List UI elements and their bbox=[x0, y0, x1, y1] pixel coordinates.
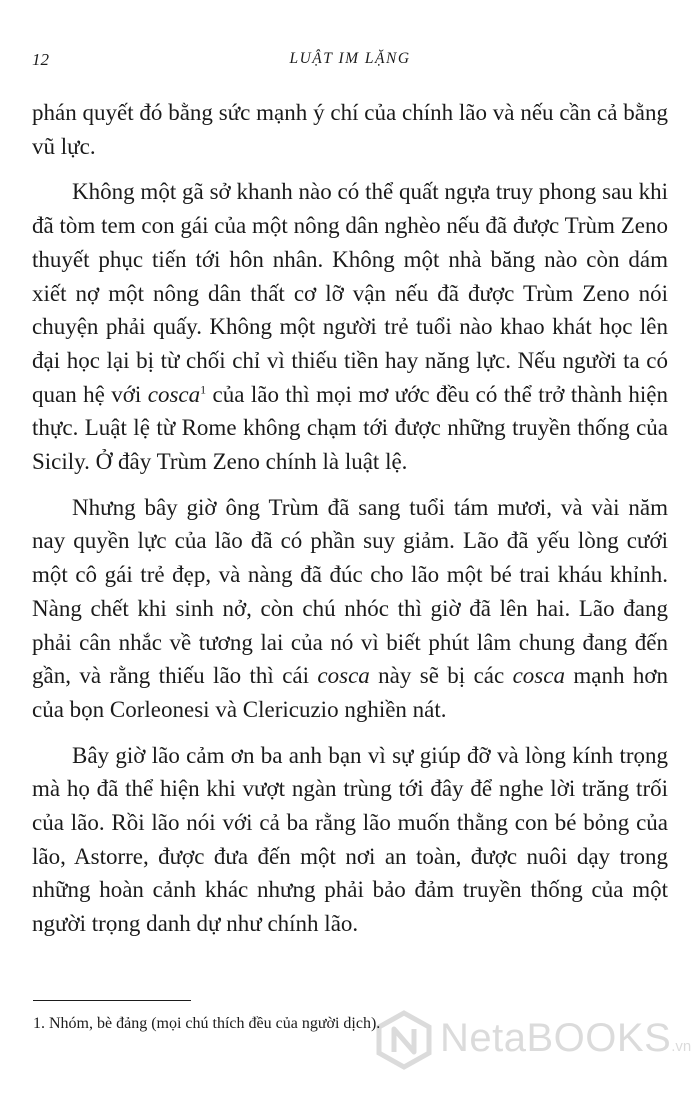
footnote-divider bbox=[33, 1000, 191, 1001]
body-text bbox=[32, 96, 668, 953]
watermark-text: NetaBOOKS.vn bbox=[440, 1016, 692, 1060]
netabooks-logo-icon bbox=[374, 1010, 434, 1070]
italic-term: cosca bbox=[512, 663, 565, 689]
running-title: LUẬT IM LẶNG bbox=[289, 50, 411, 67]
watermark bbox=[374, 1010, 694, 1070]
paragraph-3: Nhưng bây giờ ông Trùm đã sang tuổi tám mươi, và vài năm nay quyền lực của lão đã có phần suy giảm. Lão đã yếu lòng cưới một cô gái trẻ đẹp, và nàng đã đúc cho lão một bé trai kháu khỉnh. Nàng chết khi sinh nở, còn chú nhóc thì giờ đã lên hai. Lão đang phải cân nhắc về tương lai của nó vì biết phút lâm chung đang đến gần, và rằng thiếu lão thì cái cosca này sẽ bị các cosca mạnh hơn của bọn Corleonesi và Clericuzio nghiền nát. bbox=[32, 494, 668, 722]
italic-term: cosca bbox=[147, 381, 201, 407]
paragraph-1: phán quyết đó bằng sức mạnh ý chí của chính lão và nếu cần cả bằng vũ lực. bbox=[32, 100, 668, 159]
page-number: 12 bbox=[32, 50, 49, 69]
paragraph-4: Bây giờ lão cảm ơn ba anh bạn vì sự giúp đỡ và lòng kính trọng mà họ đã thể hiện khi vượt ngàn trùng tới đây để nghe lời trăng trối của lão. Rồi lão nói với cả ba rằng lão muốn thằng con bé bỏng của lão, Astorre, được đưa đến một nơi an toàn, được nuôi dạy trong những hoàn cảnh khác nhưng phải bảo đảm truyền thống của một người trọng danh dự như chính lão. bbox=[32, 742, 668, 937]
footnote: 1. Nhóm, bè đảng (mọi chú thích đều của người dịch). bbox=[33, 1015, 381, 1032]
italic-term: cosca bbox=[317, 663, 370, 689]
paragraph-2: Không một gã sở khanh nào có thể quất ngựa truy phong sau khi đã tòm tem con gái của một nông dân nghèo nếu đã được Trùm Zeno thuyết phục tiến tới hôn nhân. Không một nhà băng nào còn dám xiết nợ một nông dân thất cơ lỡ vận nếu đã được Trùm Zeno nói chuyện phải quấy. Không một người trẻ tuổi nào khao khát học lên đại học lại bị từ chối chỉ vì thiếu tiền hay năng lực. Nếu người ta có quan hệ với cosca$^1$ của lão thì mọi mơ ước đều có thể trở thành hiện thực. Luật lệ từ Rome không chạm tới được những truyền thống của Sicily. Ở đây Trùm Zeno chính là luật lệ. bbox=[32, 179, 669, 475]
footnote-marker[interactable]: 1 bbox=[200, 381, 207, 396]
